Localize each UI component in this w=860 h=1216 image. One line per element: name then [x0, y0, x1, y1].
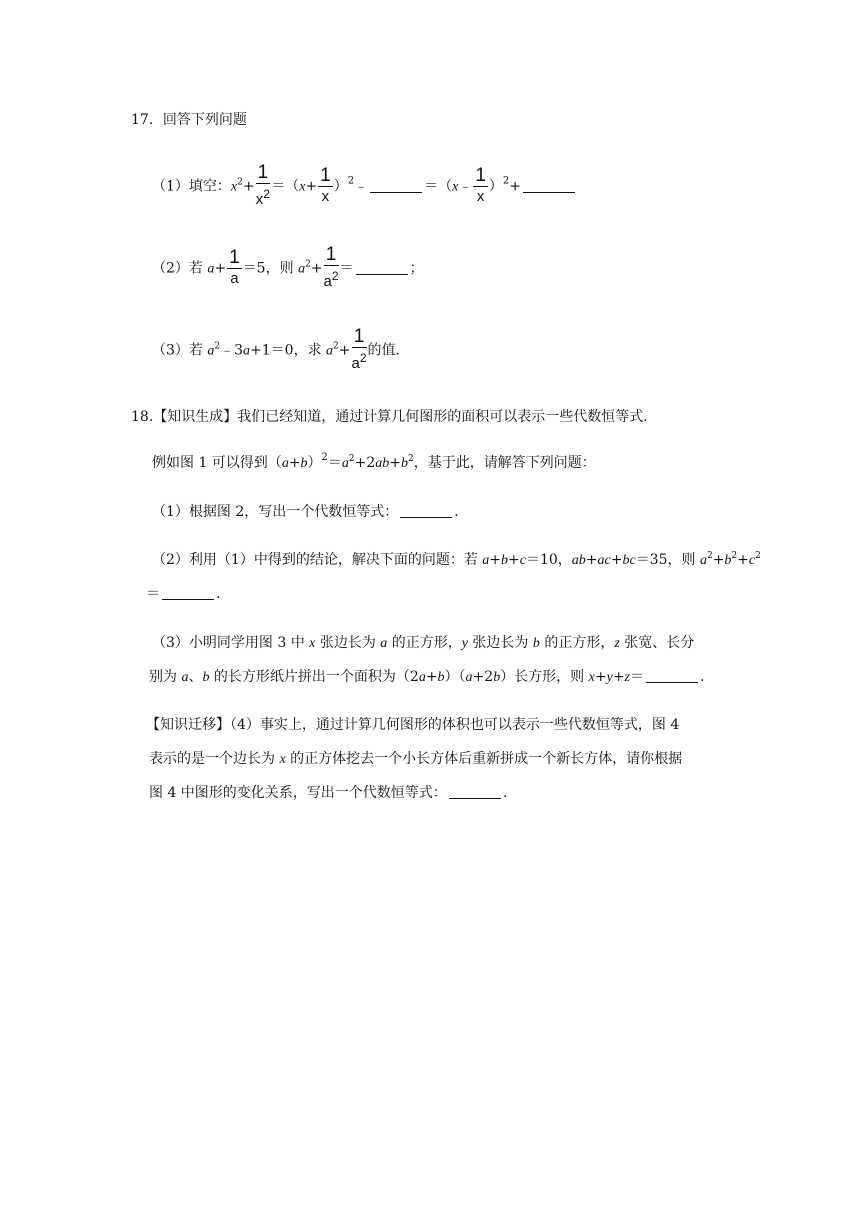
answer-blank[interactable] — [646, 668, 698, 683]
q18-part4-line2: 表示的是一个边长为 x 的正方体挖去一个小长方体后重新拼成一个新长方体，请你根据 — [149, 751, 683, 767]
q18-part3-line2: 别为 a、b 的长方形纸片拼出一个面积为（2a+b）（a+2b）长方形，则 x+y+z＝ . — [149, 669, 705, 685]
q17-part1-label: （1）填空： — [152, 178, 231, 195]
answer-blank[interactable] — [449, 784, 501, 799]
answer-blank[interactable] — [162, 585, 214, 600]
answer-blank[interactable] — [356, 260, 408, 275]
q18-part1: （1）根据图 2，写出一个代数恒等式： . — [152, 504, 459, 520]
answer-blank[interactable] — [523, 178, 575, 193]
q18-example: 例如图 1 可以得到$(a+b)^2=a^2+2ab+b^2$，基于此，请解答下列问题： — [152, 452, 596, 471]
q18-part3-line1: （3）小明同学用图 3 中 x 张边长为 a 的正方形，y 张边长为 b 的正方形，z 张宽、长分 — [152, 635, 695, 651]
answer-blank[interactable] — [370, 178, 422, 193]
answer-blank[interactable] — [400, 503, 452, 518]
q17-part2: （2）若 a+ $\frac{1}{a}$ ＝5，则 $a^2+$ $\frac{1}{a^2}$ ＝ ； — [152, 244, 424, 290]
q18-part2-line2: ＝ . — [146, 586, 221, 602]
fraction-1-over-x: $\frac{1}{x}$ — [320, 165, 331, 205]
q17-part3-label: （3）若 — [152, 342, 203, 359]
q18-part4-line1: 【知识迁移】（4）事实上，通过计算几何图形的体积也可以表示一些代数恒等式，图 4 — [146, 717, 680, 733]
fraction-1-over-a: $\frac{1}{a}$ — [229, 247, 240, 287]
q17-part3: （3）若 $a^2﹣3a+1=0$，求 $a^2+$ $\frac{1}{a^2}$ 的值. — [152, 326, 400, 372]
q17-part1: （1）填空：$x^2+$ $\frac{1}{x^2}$ ＝（x+ $\frac{1}{x}$ ）$^2$﹣ ＝（x﹣ $\frac{1}{x}$ ）$^2$+ — [152, 164, 577, 209]
q18-part2-line1: （2）利用（1）中得到的结论，解决下面的问题：若 a+b+c＝10，ab+ac+bc＝35，则 $a^2+b^2+c^2$ — [152, 551, 761, 568]
q18-part4-line3: 图 4 中图形的变化关系，写出一个代数恒等式： . — [149, 785, 508, 801]
fraction-1-over-a2: $\frac{1}{a^2}$ — [351, 326, 367, 372]
q17-title: 17．回答下列问题 — [131, 112, 247, 128]
fraction-1-over-x2: $\frac{1}{x^2}$ — [255, 162, 270, 208]
q17-part2-label: （2）若 — [152, 260, 203, 277]
fraction-1-over-a2: $\frac{1}{a^2}$ — [323, 244, 339, 290]
q18-intro: 18.【知识生成】我们已经知道，通过计算几何图形的面积可以表示一些代数恒等式. — [131, 409, 648, 425]
fraction-1-over-x: $\frac{1}{x}$ — [475, 165, 486, 205]
